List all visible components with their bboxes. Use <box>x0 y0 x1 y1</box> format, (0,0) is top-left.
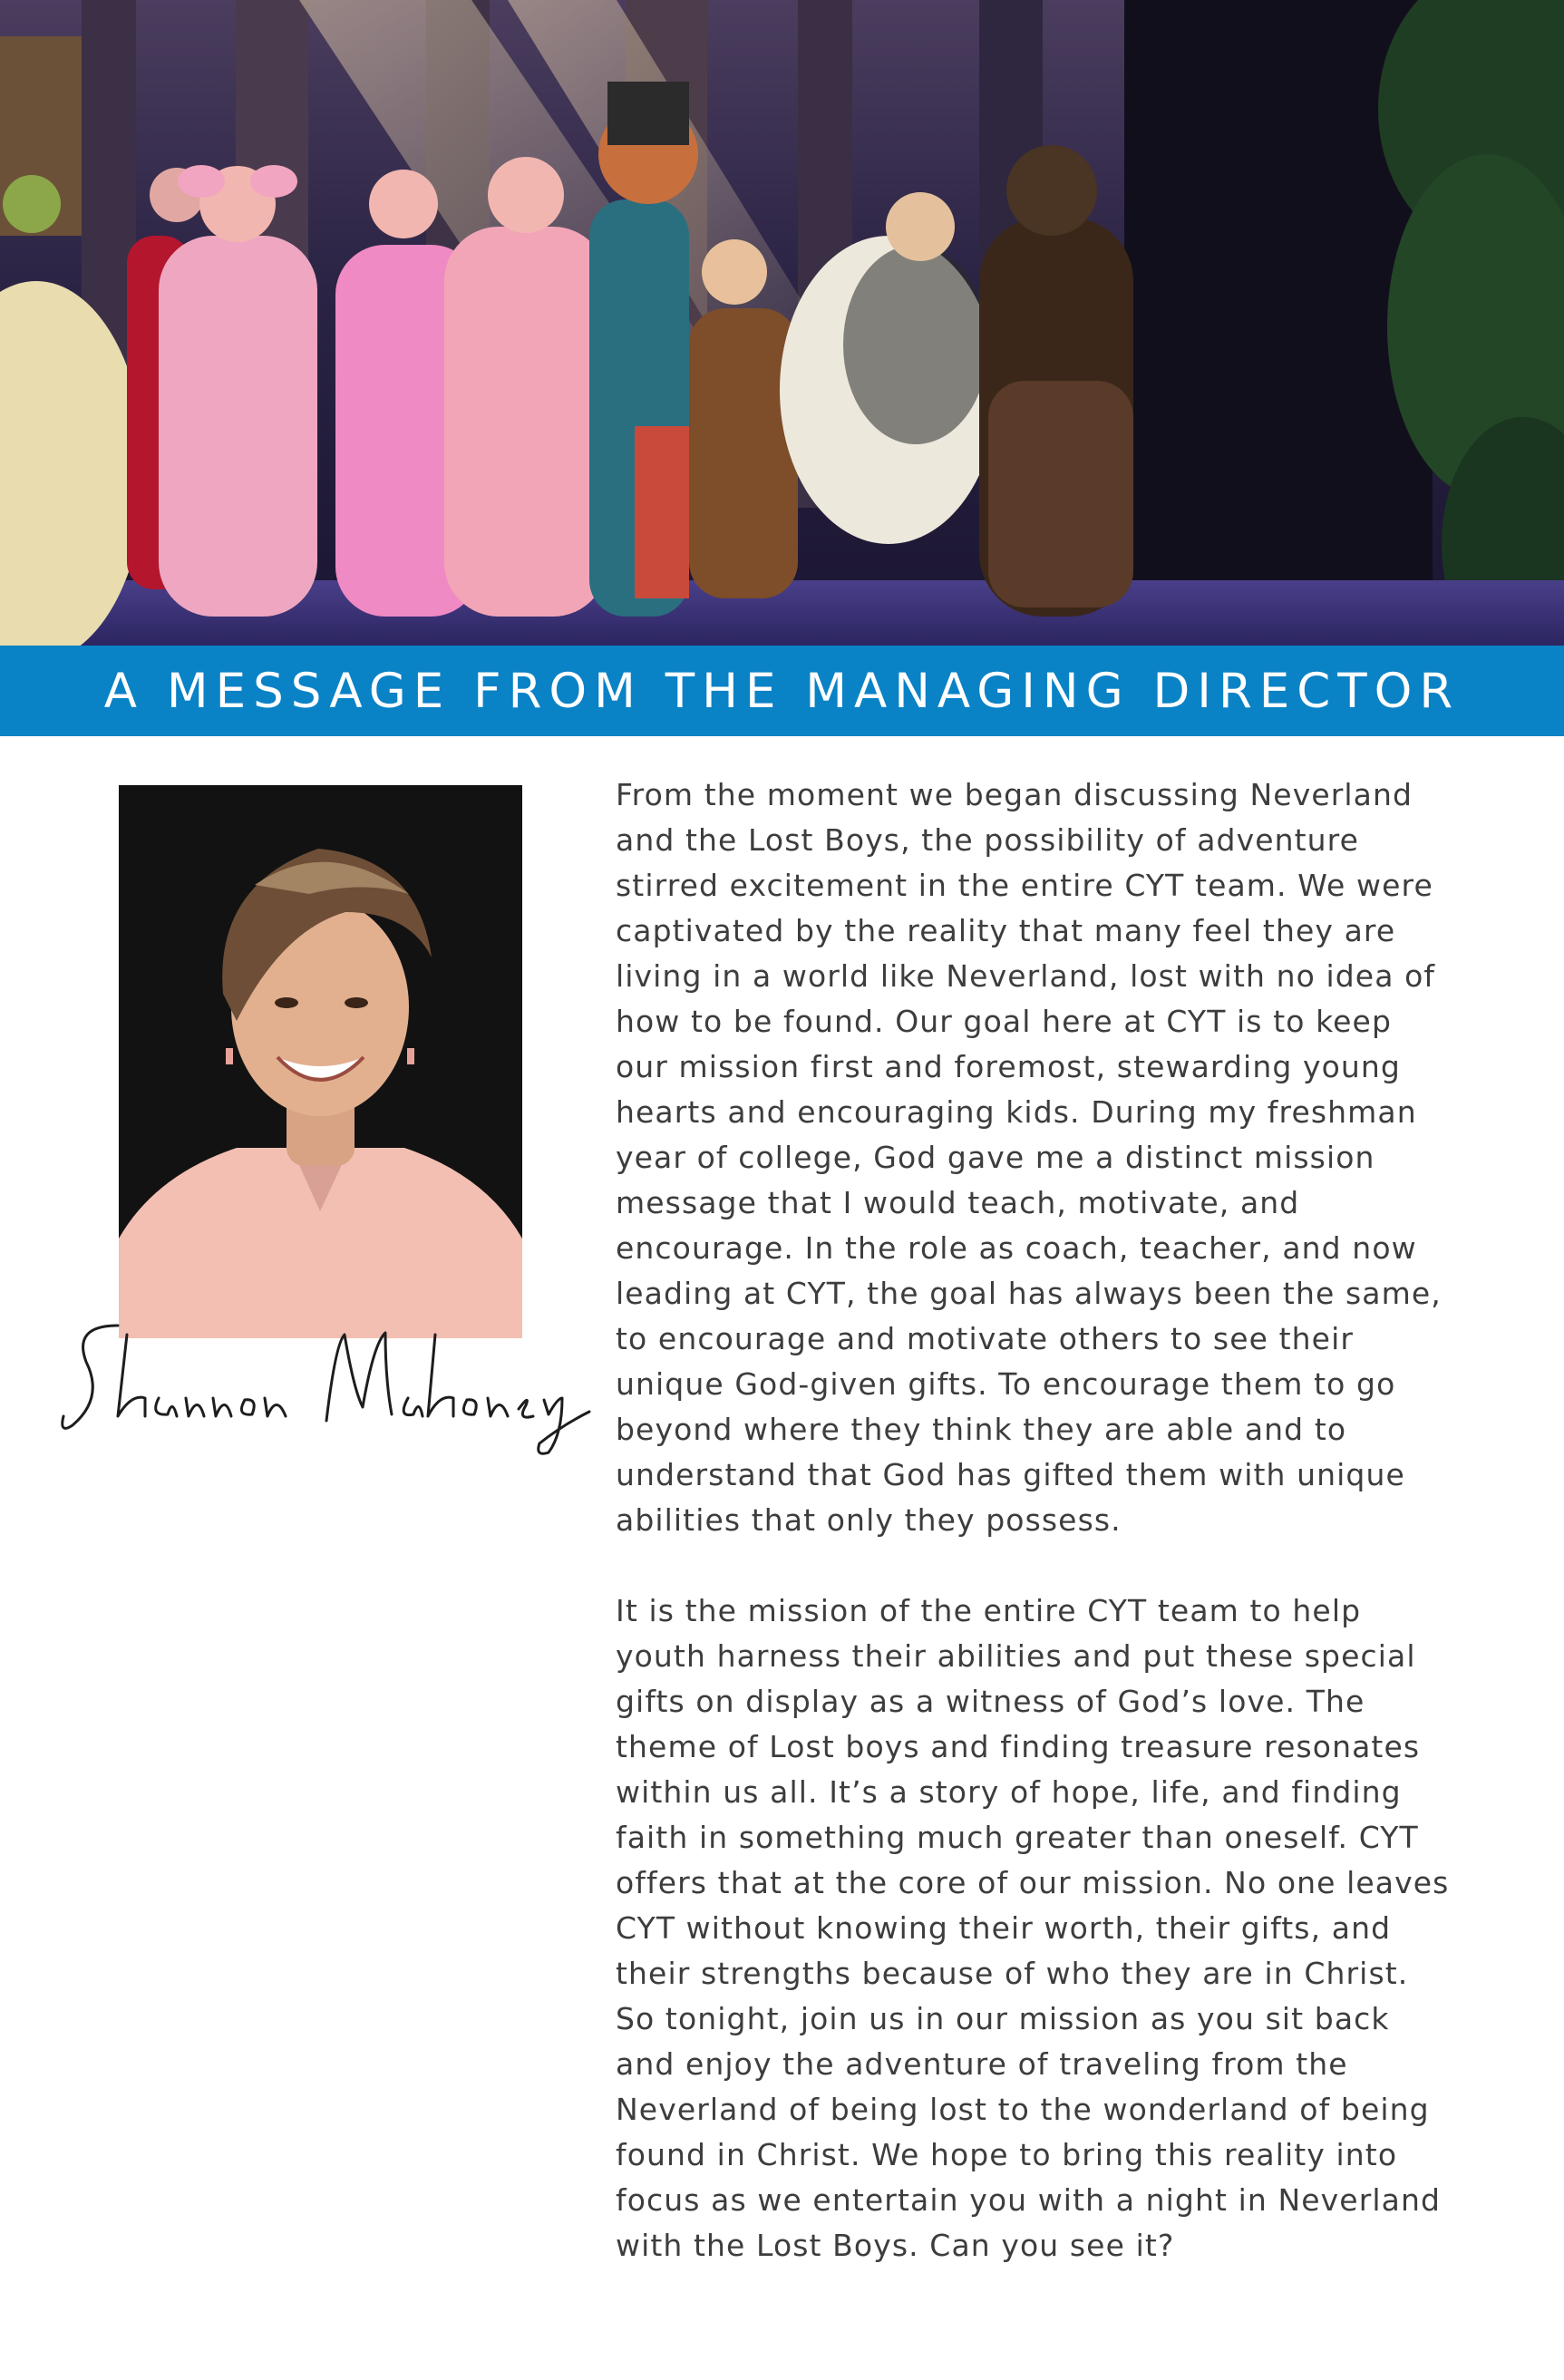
director-portrait-illustration <box>119 785 522 1338</box>
message-line: and enjoy the adventure of traveling from the <box>616 2046 1348 2082</box>
message-line: So tonight, join us in our mission as you sit back <box>616 2001 1390 2036</box>
director-portrait-photo <box>119 785 522 1338</box>
signature-scribble <box>54 1307 598 1462</box>
message-paragraph <box>616 772 1522 1543</box>
stage-scene-illustration <box>0 0 1564 646</box>
message-line: youth harness their abilities and put these special <box>616 1638 1416 1674</box>
message-line: found in Christ. We hope to bring this reality into <box>616 2137 1398 2172</box>
message-line: leading at CYT, the goal has always been the same, <box>616 1276 1442 1311</box>
page-title: A MESSAGE FROM THE MANAGING DIRECTOR <box>103 663 1461 719</box>
message-line: message that I would teach, motivate, and <box>616 1185 1300 1220</box>
message-line: focus as we entertain you with a night in Neverland <box>616 2182 1442 2218</box>
message-line: within us all. It’s a story of hope, life, and finding <box>616 1774 1402 1810</box>
message-line: unique God-given gifts. To encourage them to go <box>616 1366 1396 1402</box>
message-paragraph <box>616 1588 1522 2268</box>
message-line: faith in something much greater than oneself. CYT <box>616 1820 1419 1855</box>
message-line: encourage. In the role as coach, teacher, and now <box>616 1230 1417 1266</box>
message-line: how to be found. Our goal here at CYT is to keep <box>616 1004 1392 1039</box>
message-line: with the Lost Boys. Can you see it? <box>616 2228 1175 2263</box>
message-line: their strengths because of who they are in Christ. <box>616 1956 1409 1991</box>
message-line: year of college, God gave me a distinct mission <box>616 1140 1375 1175</box>
message-line: From the moment we began discussing Neverland <box>616 777 1413 812</box>
message-line: beyond where they think they are able and to <box>616 1412 1347 1447</box>
message-line: CYT without knowing their worth, their gifts, and <box>616 1910 1392 1946</box>
message-line: living in a world like Neverland, lost with no idea of <box>616 958 1436 994</box>
message-line: stirred excitement in the entire CYT team. We were <box>616 868 1433 903</box>
message-line: hearts and encouraging kids. During my freshman <box>616 1094 1417 1130</box>
message-line: Neverland of being lost to the wonderland of being <box>616 2092 1430 2127</box>
message-line: our mission first and foremost, stewarding young <box>616 1049 1401 1084</box>
message-line: theme of Lost boys and finding treasure resonates <box>616 1729 1421 1764</box>
message-line: understand that God has gifted them with unique <box>616 1457 1405 1492</box>
director-signature <box>54 1307 598 1462</box>
message-line: and the Lost Boys, the possibility of adventure <box>616 822 1360 858</box>
message-line: It is the mission of the entire CYT team to help <box>616 1593 1362 1628</box>
message-line: abilities that only they possess. <box>616 1502 1122 1538</box>
title-banner <box>0 646 1564 736</box>
message-line: offers that at the core of our mission. No one leaves <box>616 1865 1450 1900</box>
hero-stage-photo <box>0 0 1564 646</box>
director-message <box>616 772 1522 2268</box>
message-line: to encourage and motivate others to see their <box>616 1321 1355 1356</box>
message-line: gifts on display as a witness of God’s love. The <box>616 1684 1365 1719</box>
message-line: captivated by the reality that many feel they are <box>616 913 1396 948</box>
